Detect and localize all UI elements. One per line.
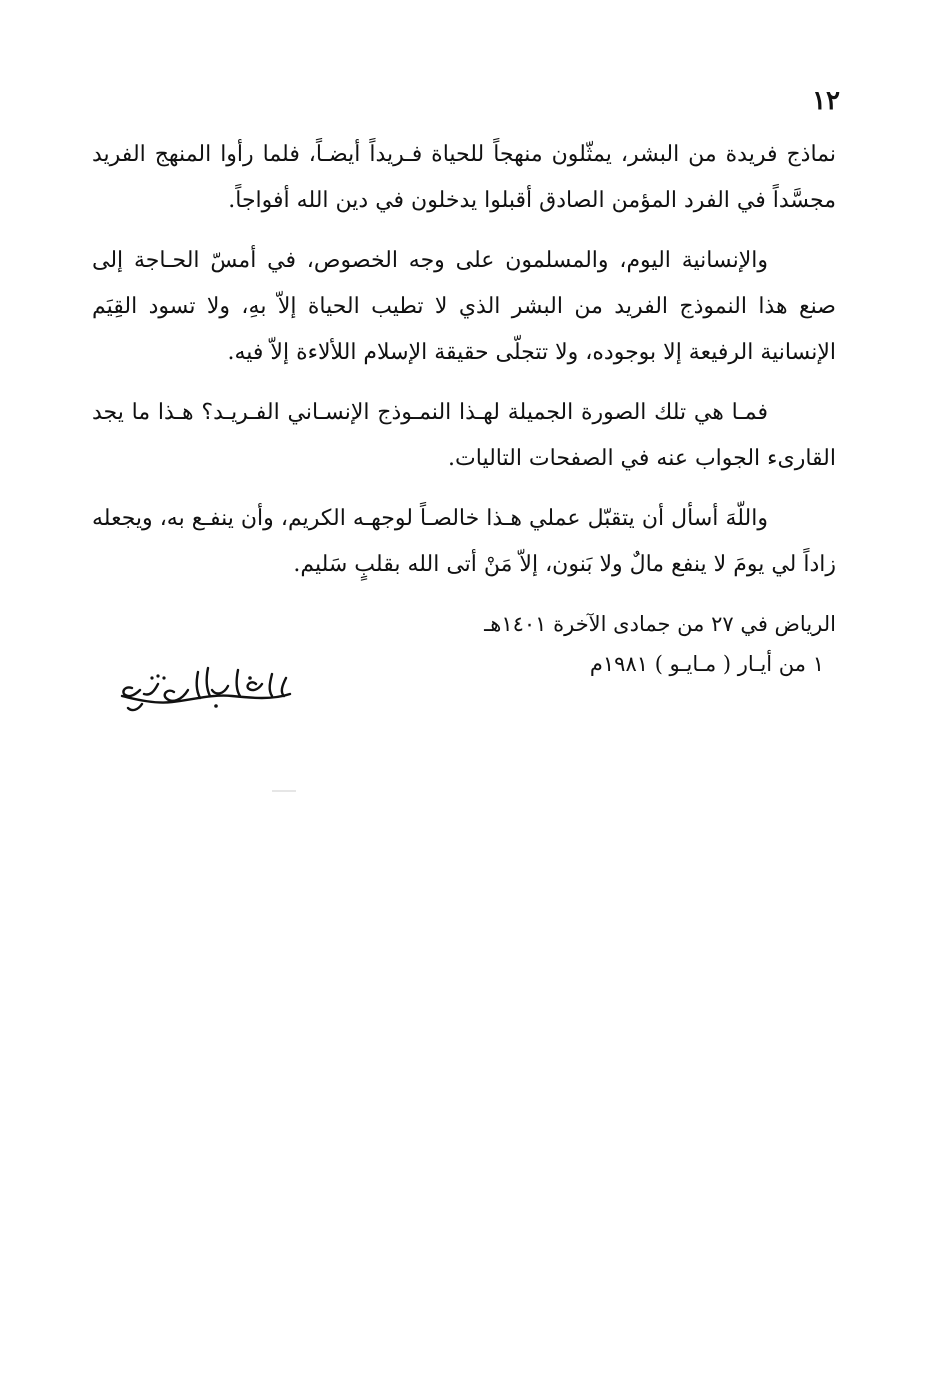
hijri-date: الرياض في ٢٧ من جمادى الآخرة ١٤٠١هـ <box>484 612 836 636</box>
paragraph-4: واللّهَ أسأل أن يتقبّل عملي هـذا خالصـاً لوجهـه الكريم، وأن ينفـع به، ويجعله زاداً لي يومَ لا ينفع مالٌ ولا بَنون، إلاّ مَنْ أتى الله بقلبٍ سَليم. <box>92 506 836 577</box>
page-number: ١٢ <box>812 86 840 116</box>
gregorian-date: ١ من أيـار ( مـايـو ) ١٩٨١م <box>589 652 824 676</box>
scan-mark <box>272 790 296 792</box>
paragraph-1: نماذج فريدة من البشر، يمثّلون منهجاً للحياة فـريداً أيضـاً، فلما رأوا المنهج الفريد مجسَّداً في الفرد المؤمن الصادق أقبلوا يدخلون في دين الله أفواجاً. <box>92 142 836 213</box>
paragraph-3: فمـا هي تلك الصورة الجميلة لهـذا النمـوذج الإنسـاني الفـريـد؟ هـذا ما يجد القارىء الجواب عنه في الصفحات التاليات. <box>92 400 836 471</box>
body-text <box>92 132 836 602</box>
author-signature <box>112 660 302 720</box>
paragraph-2: والإنسانية اليوم، والمسلمون على وجه الخصوص، في أمسّ الحـاجة إلى صنع هذا النموذج الفريد من البشر الذي لا تطيب الحياة إلاّ بهِ، ولا تسود القِيَم الإنسانية الرفيعة إلا بوجوده، ولا تتجلّى حقيقة الإسلام اللألاءة إلاّ فيه. <box>92 248 836 365</box>
date-block <box>484 604 836 684</box>
